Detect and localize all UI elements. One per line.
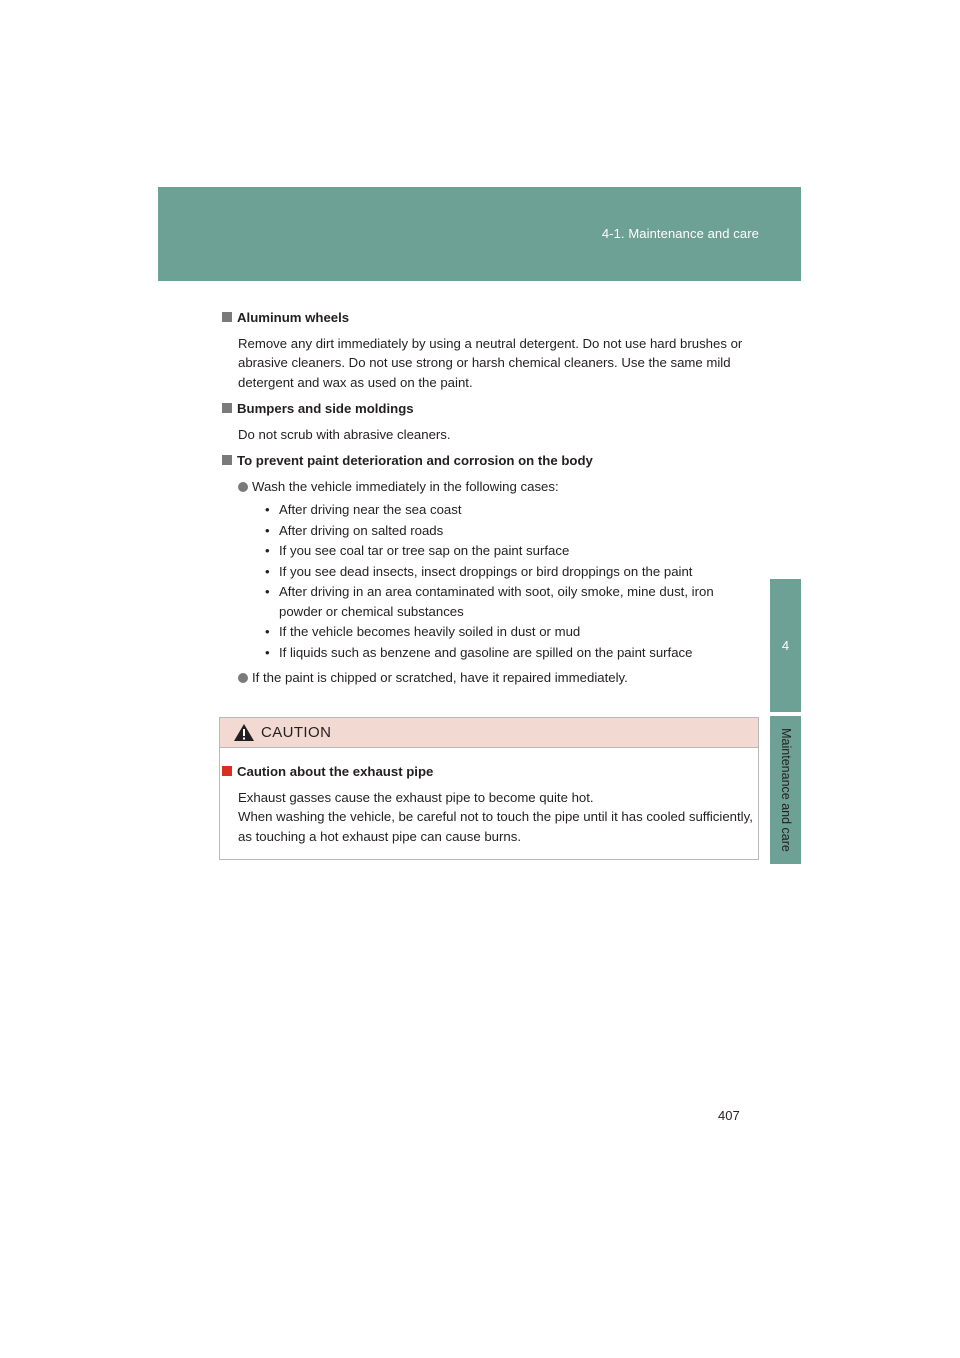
circle-bullet-icon	[238, 673, 248, 683]
section-heading-bumpers: Bumpers and side moldings	[222, 399, 757, 419]
list-item: • After driving on salted roads	[265, 521, 757, 541]
section-heading-aluminum-wheels: Aluminum wheels	[222, 308, 757, 328]
square-bullet-icon	[222, 312, 232, 322]
header-band	[158, 187, 801, 281]
caution-header	[220, 718, 758, 748]
chapter-tab-label[interactable]	[770, 716, 801, 864]
main-content	[222, 308, 757, 692]
list-item: If the paint is chipped or scratched, have it repaired immediately.	[238, 668, 757, 688]
section-body-bumpers: Do not scrub with abrasive cleaners.	[238, 426, 451, 442]
list-item: Wash the vehicle immediately in the following cases:	[238, 477, 757, 497]
square-bullet-icon	[222, 455, 232, 465]
chapter-tab-number[interactable]: 4	[770, 579, 801, 712]
chapter-label-text: Maintenance and care	[778, 728, 793, 852]
section-title: 4-1. Maintenance and care	[601, 226, 759, 241]
list-item: • If you see dead insects, insect droppings or bird droppings on the paint	[265, 562, 757, 582]
section-body-aluminum-wheels: Remove any dirt immediately by using a neutral detergent. Do not use hard brushes or abrasive cleaners. Do not use strong or harsh chemical cleaners. Use the same mild detergent and wax as used on the paint.	[238, 335, 743, 390]
square-bullet-icon	[222, 766, 232, 776]
caution-title: CAUTION	[261, 724, 332, 741]
caution-heading: Caution about the exhaust pipe	[222, 762, 755, 782]
caution-body	[220, 748, 758, 846]
list-item: • If liquids such as benzene and gasoline are spilled on the paint surface	[265, 643, 757, 663]
list-item: • After driving near the sea coast	[265, 500, 757, 520]
page-number: 407	[718, 1108, 740, 1123]
bullet-list	[222, 500, 757, 662]
list-item: • If you see coal tar or tree sap on the paint surface	[265, 541, 757, 561]
circle-bullet-icon	[238, 482, 248, 492]
section-heading-paint: To prevent paint deterioration and corrosion on the body	[222, 451, 757, 471]
list-item: • If the vehicle becomes heavily soiled in dust or mud	[265, 622, 757, 642]
list-item: • After driving in an area contaminated with soot, oily smoke, mine dust, iron powder or chemical substances	[265, 582, 757, 621]
warning-triangle-icon	[233, 723, 255, 742]
caution-box	[219, 717, 759, 860]
square-bullet-icon	[222, 403, 232, 413]
caution-text: Exhaust gasses cause the exhaust pipe to become quite hot. When washing the vehicle, be careful not to touch the pipe until it has cooled sufficiently, as touching a hot exhaust pipe can cause burns.	[238, 789, 753, 844]
